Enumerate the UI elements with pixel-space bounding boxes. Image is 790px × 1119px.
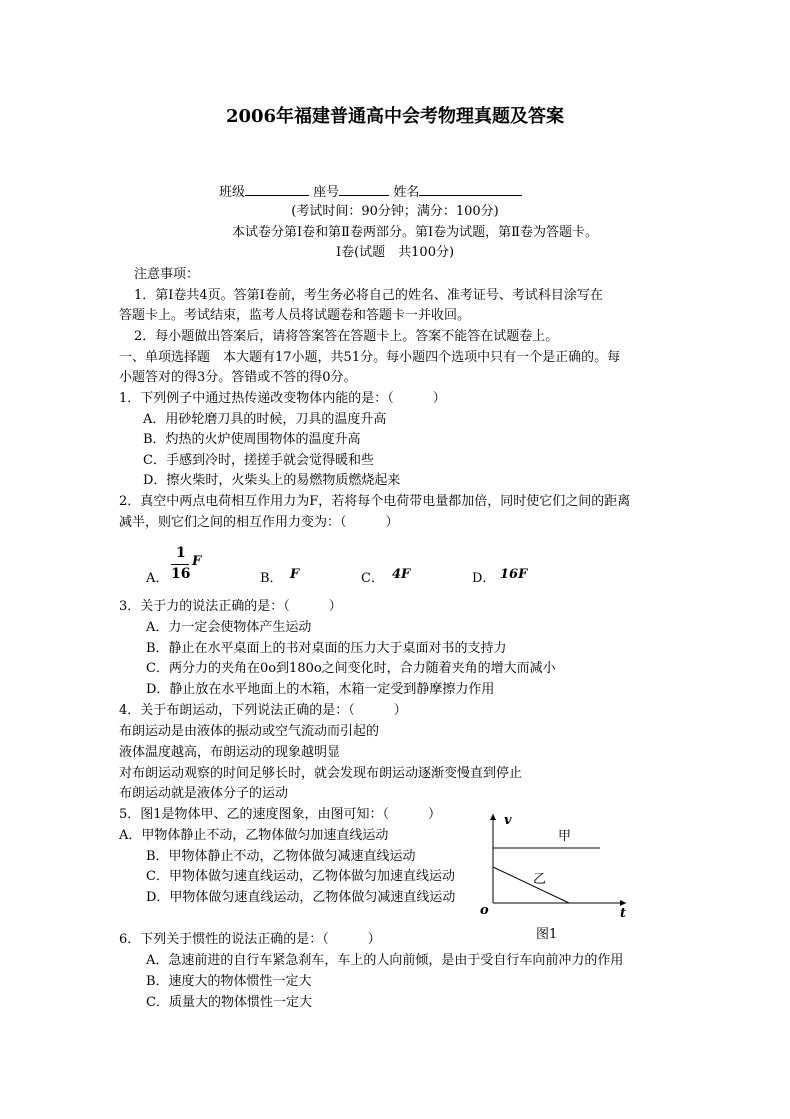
q1-option-c: C．手感到冷时，搓搓手就会觉得暖和些 (143, 453, 374, 468)
q6-stem: 6．下列关于惯性的说法正确的是：（ ） (119, 932, 381, 947)
q6-option-b: B．速度大的物体惯性一定大 (146, 974, 312, 989)
seat-label: 座号 (313, 185, 340, 200)
q4-stem: 4．关于布朗运动，下列说法正确的是：（ ） (119, 703, 407, 718)
label-yi: 乙 (533, 872, 547, 887)
figure-1-velocity-graph (476, 808, 636, 948)
t-axis-label: t (620, 906, 627, 921)
label-jia: 甲 (558, 829, 572, 844)
q5-option-b: B．甲物体静止不动，乙物体做匀减速直线运动 (146, 849, 416, 864)
q3-option-b: B．静止在水平桌面上的书对桌面的压力大于桌面对书的支持力 (146, 641, 507, 656)
notes-heading: 注意事项： (134, 267, 200, 282)
page-title: 2006年福建普通高中会考物理真题及答案 (225, 106, 565, 127)
figure-caption: 图1 (536, 927, 558, 942)
q2-option-d-label: D． (472, 571, 496, 586)
part1-heading: Ⅰ卷(试题 共100分) (335, 245, 455, 260)
section1-scoring: 小题答对的得3分。答错或不答的得0分。 (119, 370, 357, 385)
q3-stem: 3．关于力的说法正确的是：（ ） (119, 599, 342, 614)
v-axis-label: v (504, 813, 512, 828)
origin-label: o (480, 903, 489, 918)
q2-option-b-value: F (290, 567, 300, 582)
q2-option-c-value: 4F (392, 567, 411, 582)
q3-option-a: A．力一定会使物体产生运动 (146, 620, 312, 635)
class-field[interactable] (245, 183, 309, 196)
q4-option-d: 布朗运动就是液体分子的运动 (119, 786, 289, 801)
q5-option-d: D．甲物体做匀速直线运动，乙物体做匀减速直线运动 (146, 890, 456, 905)
section1-heading: 一、单项选择题 本大题有17小题，共51分。每小题四个选项中只有一个是正确的。每 (119, 350, 621, 365)
q2-stem-1: 2．真空中两点电荷相互作用力为F，若将每个电荷带电量都加倍，同时使它们之间的距离 (119, 494, 631, 509)
q2-option-b-label: B． (260, 571, 283, 586)
q1-option-a: A．用砂轮磨刀具的时候，刀具的温度升高 (143, 412, 387, 427)
note-1b: 答题卡上。考试结束，监考人员将试题卷和答题卡一并收回。 (119, 308, 471, 323)
name-field[interactable] (419, 183, 522, 196)
exam-structure: 本试卷分第Ⅰ卷和第Ⅱ卷两部分。第Ⅰ卷为试题，第Ⅱ卷为答题卡。 (232, 225, 598, 240)
q2-option-d-value: 16F (500, 567, 528, 582)
q2-a-variable: F (192, 554, 202, 569)
q4-option-b: 液体温度越高，布朗运动的现象越明显 (119, 745, 341, 760)
q3-option-c: C．两分力的夹角在0o到180o之间变化时，合力随着夹角的增大而减小 (146, 661, 556, 676)
q4-option-a: 布朗运动是由液体的振动或空气流动而引起的 (119, 724, 380, 739)
q2-option-c-label: C． (361, 571, 384, 586)
seat-field[interactable] (339, 183, 389, 196)
q5-option-c: C．甲物体做匀速直线运动，乙物体做匀加速直线运动 (146, 869, 455, 884)
line-yi (493, 867, 569, 903)
q2-stem-2: 减半，则它们之间的相互作用力变为：（ ） (119, 515, 399, 530)
class-label: 班级 (219, 185, 246, 200)
q4-option-c: 对布朗运动观察的时间足够长时，就会发现布朗运动逐渐变慢直到停止 (119, 766, 523, 781)
q1-option-b: B．灼热的火炉使周围物体的温度升高 (143, 432, 361, 447)
q5-stem: 5．图1是物体甲、乙的速度图象，由图可知：（ ） (119, 807, 442, 822)
q3-option-d: D．静止放在水平地面上的木箱，木箱一定受到静摩擦力作用 (146, 682, 495, 697)
q6-option-a: A．急速前进的自行车紧急刹车，车上的人向前倾，是由于受自行车向前冲力的作用 (146, 953, 624, 968)
q2-a-denominator: 16 (171, 566, 191, 582)
q5-option-a: A．甲物体静止不动，乙物体做匀加速直线运动 (119, 828, 389, 843)
note-2: 2．每小题做出答案后，请将答案答在答题卡上。答案不能答在试题卷上。 (134, 329, 559, 344)
exam-info: (考试时间：90分钟；满分：100分) (291, 204, 499, 219)
q2-option-a-label: A． (146, 571, 169, 586)
name-label: 姓名 (393, 185, 420, 200)
q2-a-numerator: 1 (176, 545, 186, 561)
student-info-line (219, 183, 522, 201)
q1-stem: 1．下列例子中通过热传递改变物体内能的是：（ ） (119, 391, 446, 406)
q1-option-d: D．擦火柴时，火柴头上的易燃物质燃烧起来 (143, 473, 401, 488)
note-1a: 1．第Ⅰ卷共4页。答第Ⅰ卷前，考生务必将自己的姓名、准考证号、考试科目涂写在 (134, 288, 603, 303)
q6-option-c: C．质量大的物体惯性一定大 (146, 995, 312, 1010)
q2-a-fraction-bar (171, 564, 189, 565)
